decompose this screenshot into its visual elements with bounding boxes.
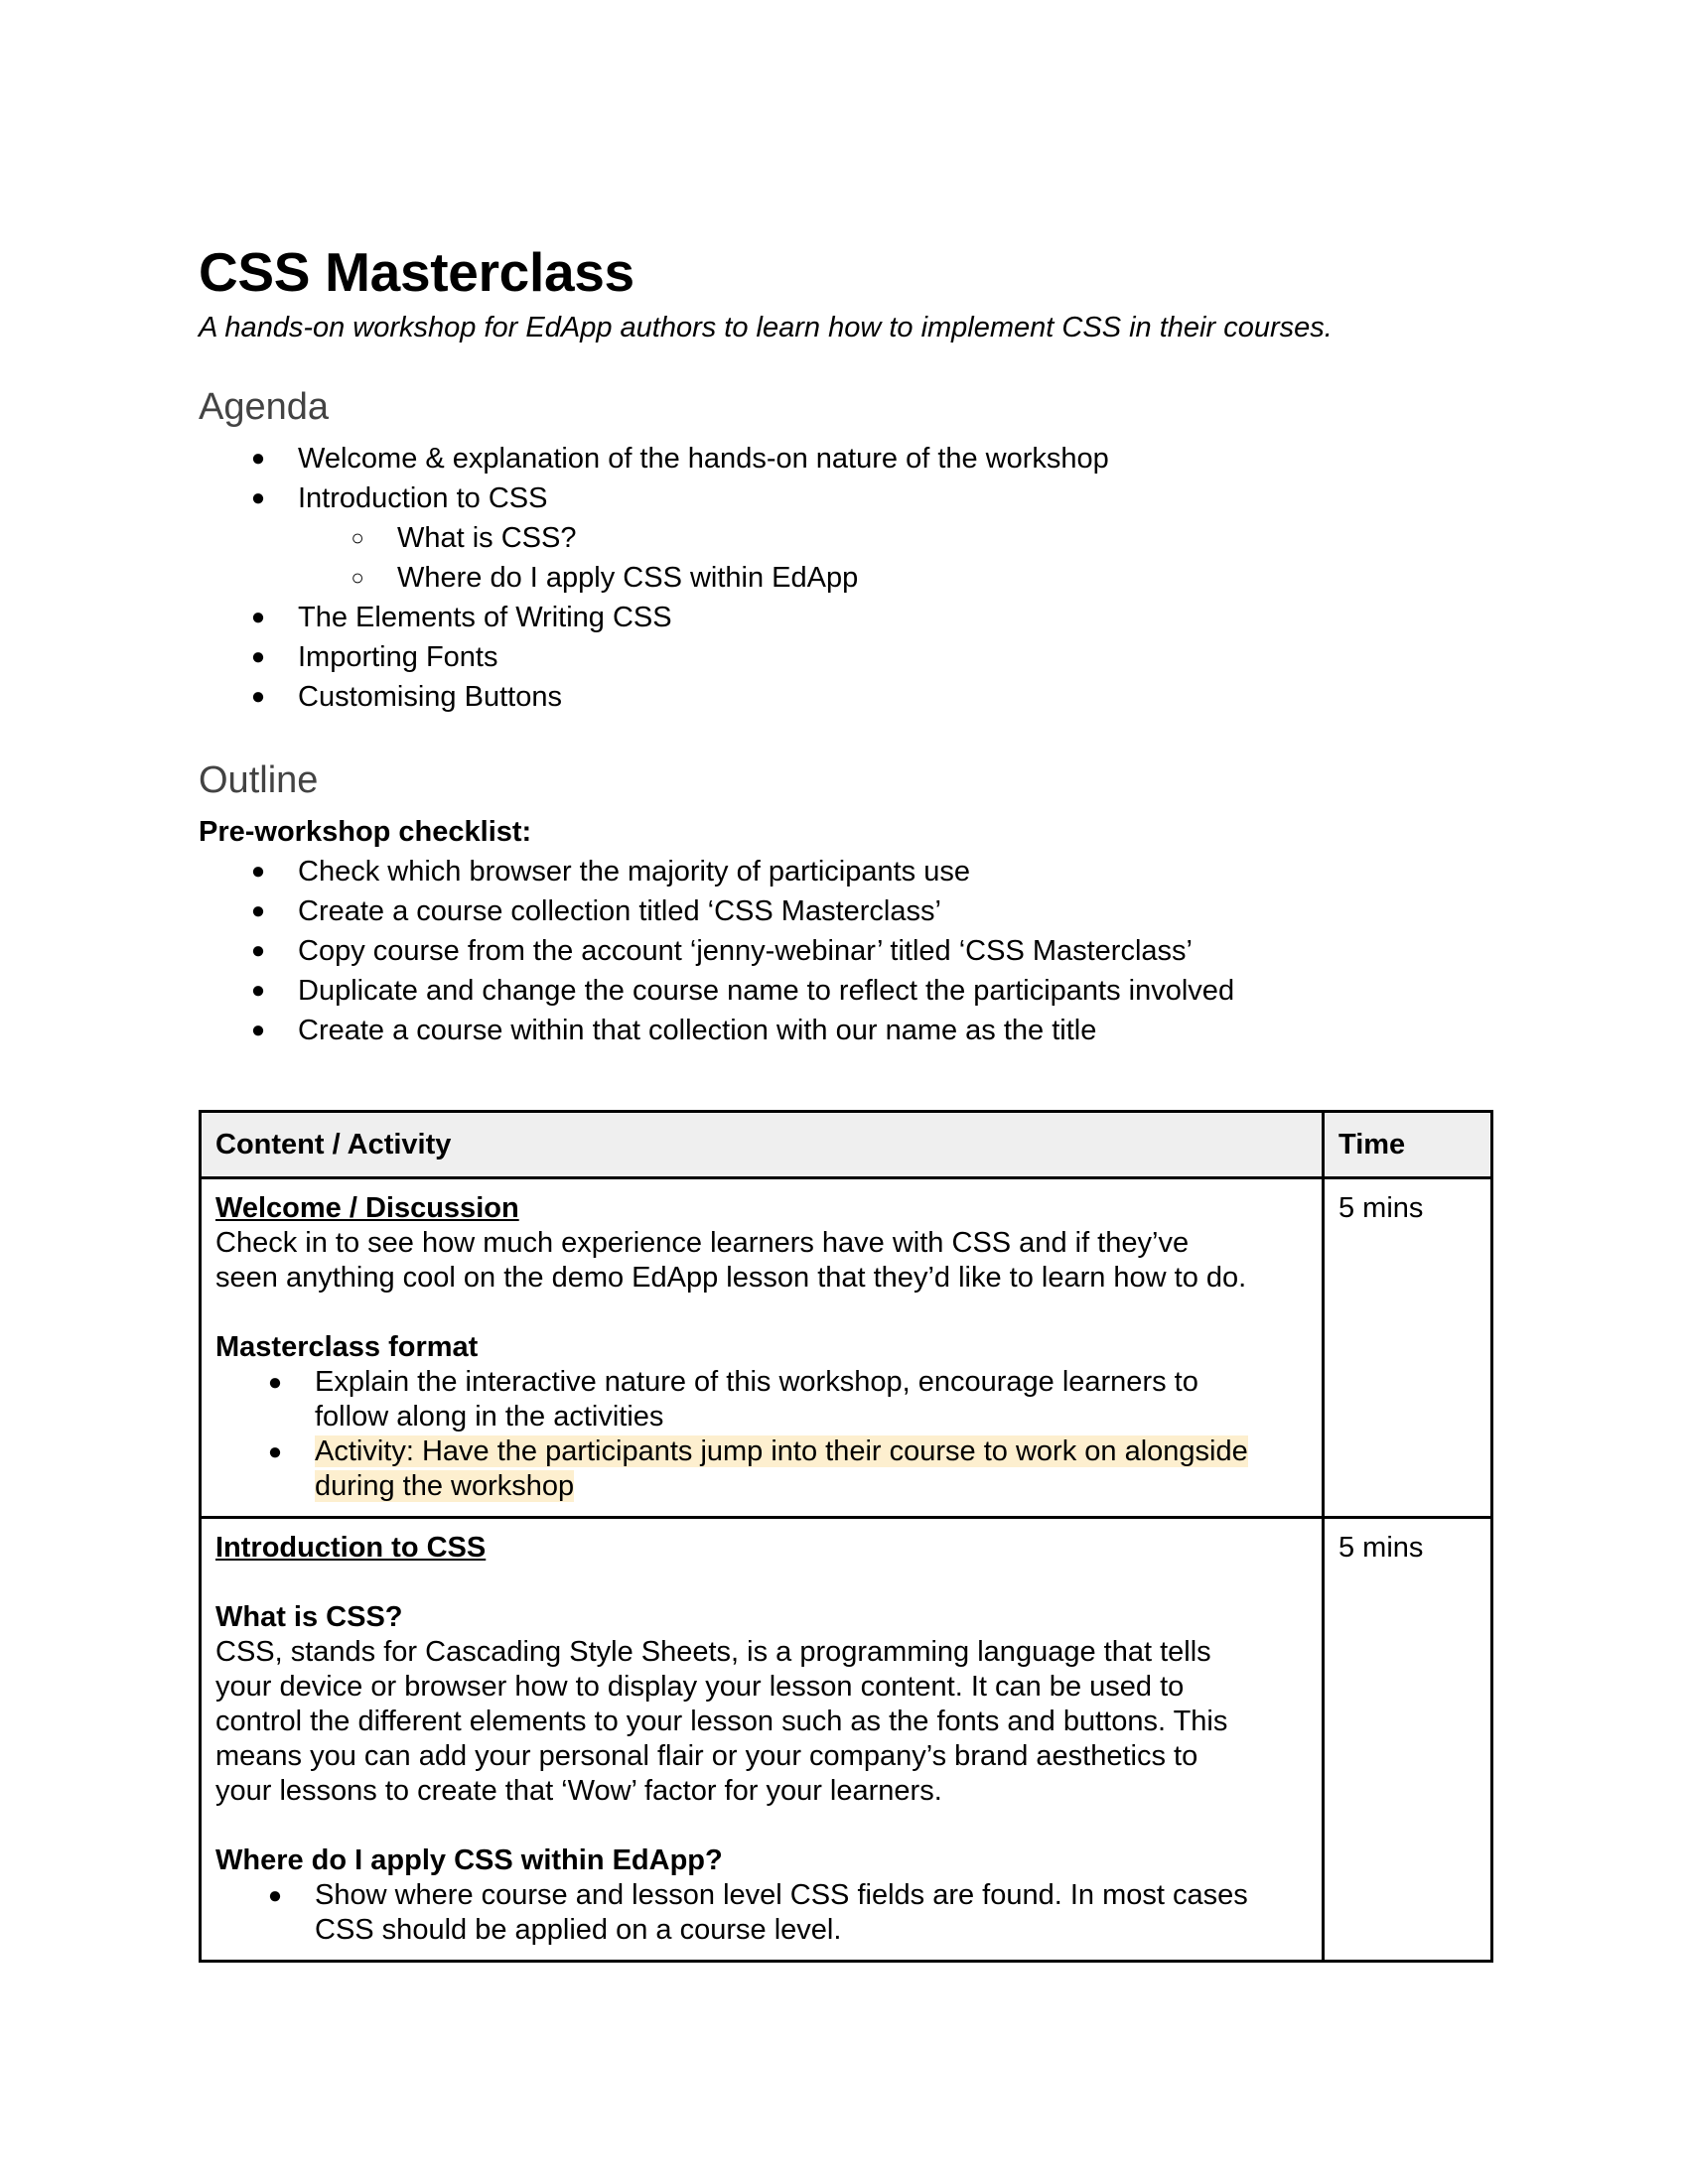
checklist-item: ● Create a course collection titled ‘CSS Masterclass’ (199, 891, 1489, 931)
list-item: ● Explain the interactive nature of this workshop, encourage learners to follow along in the activities (215, 1365, 1308, 1434)
checklist-label: Pre-workshop checklist: (199, 816, 532, 848)
row-text: Check in to see how much experience learners have with CSS and if they’ve (215, 1227, 1190, 1259)
checklist (199, 852, 1489, 1050)
row-text: CSS, stands for Cascading Style Sheets, is a programming language that tells (215, 1636, 1211, 1668)
content-cell (201, 1178, 1324, 1518)
bullet-icon: ● (267, 1369, 283, 1396)
hollow-bullet-icon: ○ (351, 565, 364, 590)
bullet-icon: ● (250, 604, 266, 630)
row-text: seen anything cool on the demo EdApp lesson that they’d like to learn how to do. (215, 1262, 1247, 1294)
document-subtitle: A hands-on workshop for EdApp authors to learn how to implement CSS in their courses. (199, 312, 1333, 343)
list-item: ● Welcome & explanation of the hands-on nature of the workshop (199, 439, 1489, 478)
checklist-item: ● Check which browser the majority of participants use (199, 852, 1489, 891)
duration: 5 mins (1338, 1532, 1424, 1564)
document-body (199, 236, 1489, 1050)
time-cell (1324, 1518, 1492, 1962)
bullet-icon: ● (250, 683, 266, 710)
row-subheading: Where do I apply CSS within EdApp? (215, 1844, 723, 1876)
table-header-row (201, 1112, 1492, 1178)
agenda-heading: Agenda (199, 386, 330, 428)
duration: 5 mins (1338, 1192, 1424, 1224)
bullet-icon: ● (250, 445, 266, 472)
list-item: ○ Where do I apply CSS within EdApp (199, 558, 1489, 598)
column-header-time: Time (1324, 1112, 1492, 1178)
bullet-icon: ● (250, 1017, 266, 1043)
list-item (215, 1434, 1308, 1504)
highlighted-text: Activity: Have the participants jump into their course to work on alongside (315, 1435, 1248, 1467)
agenda-sublist (199, 518, 1489, 598)
activity-table (199, 1110, 1493, 1963)
bullet-icon: ● (267, 1882, 283, 1909)
checklist-item: ● Duplicate and change the course name to reflect the participants involved (199, 971, 1489, 1011)
list-item: ○ What is CSS? (199, 518, 1489, 558)
row-subheading: What is CSS? (215, 1601, 403, 1633)
bullet-icon: ● (250, 977, 266, 1004)
content-cell (201, 1518, 1324, 1962)
row-text: means you can add your personal flair or your company’s brand aesthetics to (215, 1740, 1198, 1772)
row-text: control the different elements to your lesson such as the fonts and buttons. This (215, 1706, 1228, 1737)
bullet-icon: ● (250, 858, 266, 885)
highlighted-text: during the workshop (315, 1470, 575, 1502)
agenda-list (199, 439, 1489, 518)
bullet-icon: ● (267, 1438, 283, 1465)
list-item: ● The Elements of Writing CSS (199, 598, 1489, 637)
list-item: ● Show where course and lesson level CSS fields are found. In most cases CSS should be applied on a course level. (215, 1878, 1308, 1948)
outline-heading: Outline (199, 759, 319, 801)
hollow-bullet-icon: ○ (351, 525, 364, 550)
row-subheading: Masterclass format (215, 1331, 479, 1363)
spacer (215, 1566, 1308, 1600)
row-text: your device or browser how to display your lesson content. It can be used to (215, 1671, 1185, 1703)
table-row (201, 1178, 1492, 1518)
bullet-icon: ● (250, 643, 266, 670)
agenda-list-continued (199, 598, 1489, 717)
bullet-icon: ● (250, 484, 266, 511)
spacer (215, 1296, 1308, 1330)
list-item: ● Introduction to CSS (199, 478, 1489, 518)
checklist-item: ● Create a course within that collection with our name as the title (199, 1011, 1489, 1050)
row-title: Introduction to CSS (215, 1532, 487, 1564)
spacer (215, 1809, 1308, 1843)
list-item: ● Customising Buttons (199, 677, 1489, 717)
bullet-icon: ● (250, 937, 266, 964)
list-item: ● Importing Fonts (199, 637, 1489, 677)
document-title: CSS Masterclass (199, 241, 634, 303)
row-bullets (215, 1365, 1308, 1504)
row-bullets (215, 1878, 1308, 1948)
checklist-item: ● Copy course from the account ‘jenny-webinar’ titled ‘CSS Masterclass’ (199, 931, 1489, 971)
row-title: Welcome / Discussion (215, 1192, 519, 1224)
row-text: your lessons to create that ‘Wow’ factor for your learners. (215, 1775, 942, 1807)
table-row (201, 1518, 1492, 1962)
bullet-icon: ● (250, 897, 266, 924)
column-header-content: Content / Activity (201, 1112, 1324, 1178)
time-cell (1324, 1178, 1492, 1518)
